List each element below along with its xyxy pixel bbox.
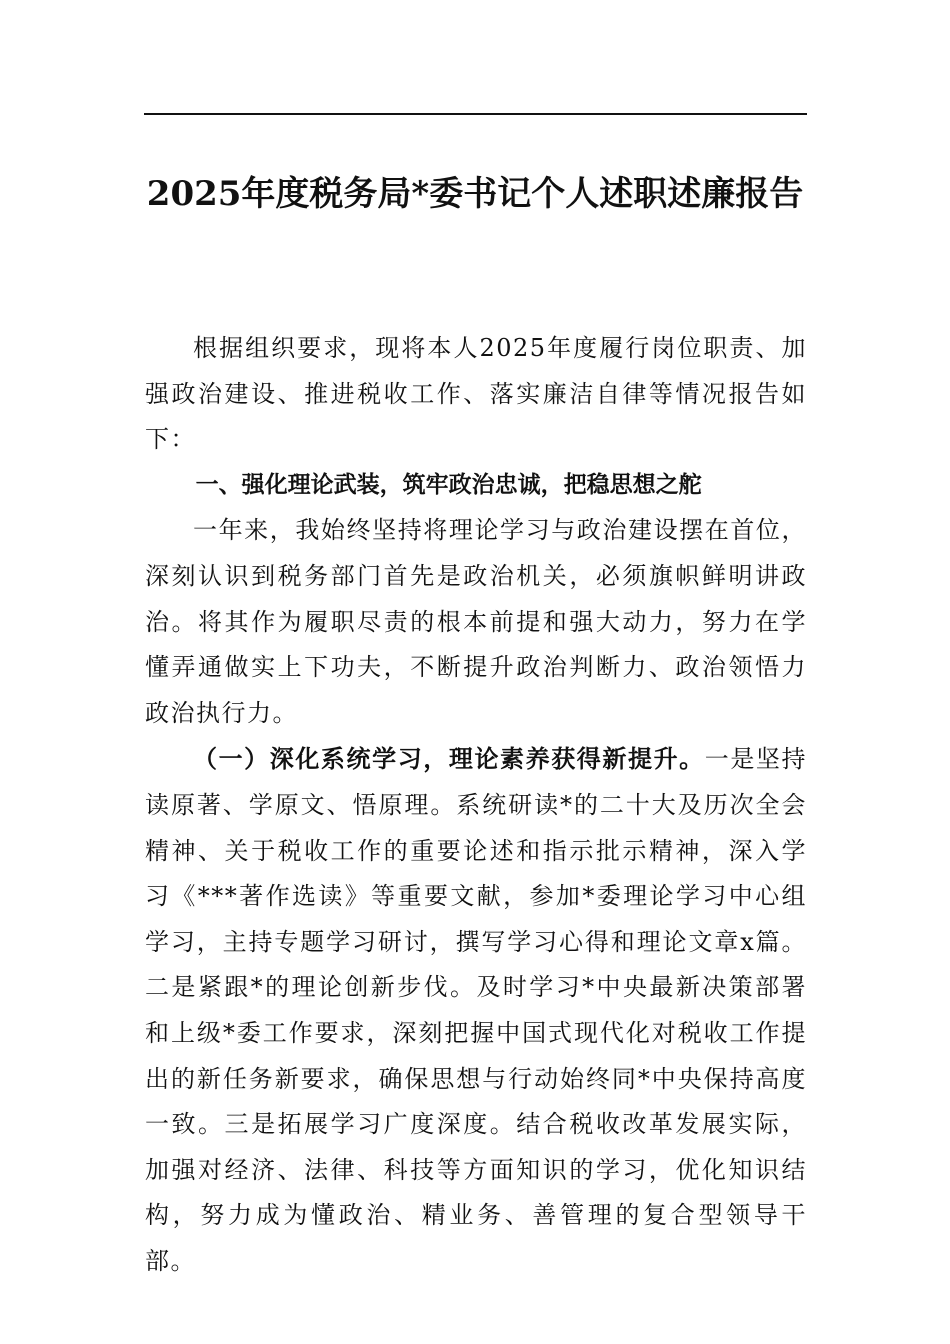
document-title: 2025年度税务局*委书记个人述职述廉报告 [146, 174, 804, 214]
section-1-paragraph: 一年来，我始终坚持将理论学习与政治建设摆在首位，深刻认识到税务部门首先是政治机关，必须旗帜鲜明讲政治。将其作为履职尽责的根本前提和强大动力，努力在学懂弄通做实上下功夫，不断提升政治判断力、政治领悟力政治执行力。 [145, 516, 807, 727]
subsection-1-paragraph [145, 736, 807, 1284]
subsection-1-text: 一是坚持读原著、学原文、悟原理。系统研读*的二十大及历次全会精神、关于税收工作的重要论述和指示批示精神，深入学习《***著作选读》等重要文献，参加*委理论学习中心组学习，主持专题学习研讨，撰写学习心得和理论文章x篇。二是紧跟*的理论创新步伐。及时学习*中央最新决策部署和上级*委工作要求，深刻把握中国式现代化对税收工作提出的新任务新要求，确保思想与行动始终同*中央保持高度一致。三是拓展学习广度深度。结合税收改革发展实际，加强对经济、法律、科技等方面知识的学习，优化知识结构，努力成为懂政治、精业务、善管理的复合型领导干部。 [145, 745, 808, 1275]
intro-paragraph: 根据组织要求，现将本人2025年度履行岗位职责、加强政治建设、推进税收工作、落实廉洁自律等情况报告如下： [145, 334, 807, 454]
document-body [145, 326, 807, 1284]
header-rule [144, 113, 807, 115]
section-heading-1: 一、强化理论武装，筑牢政治忠诚，把稳思想之舵 [195, 471, 702, 498]
subsection-1-lead: （一）深化系统学习，理论素养获得新提升。 [193, 744, 705, 774]
